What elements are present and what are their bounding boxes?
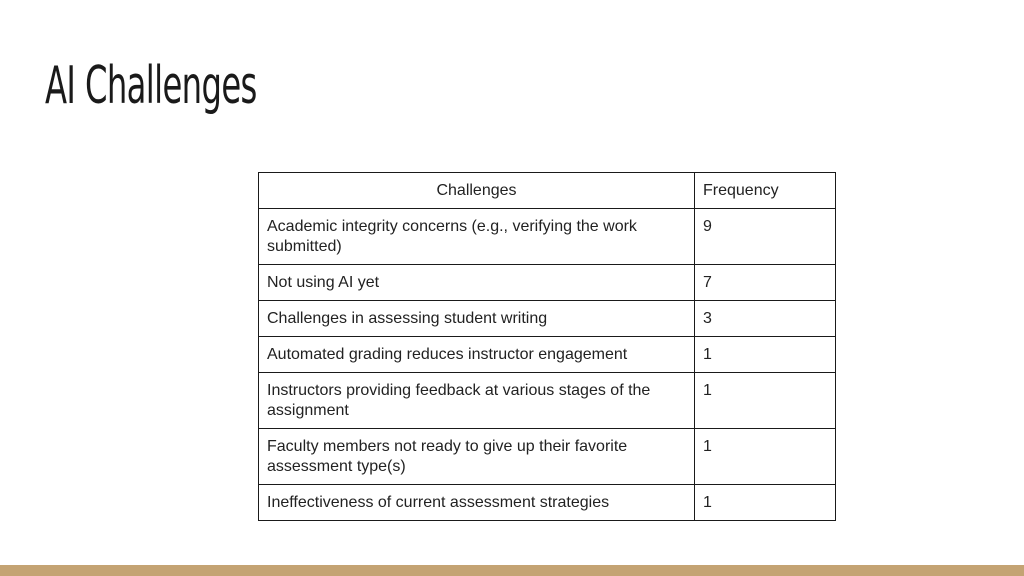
challenge-cell: Ineffectiveness of current assessment strategies (259, 485, 695, 521)
table-row (259, 429, 836, 485)
frequency-cell: 1 (695, 373, 836, 429)
table-row (259, 301, 836, 337)
challenge-cell: Automated grading reduces instructor engagement (259, 337, 695, 373)
challenges-table (258, 172, 836, 521)
frequency-cell: 3 (695, 301, 836, 337)
challenge-cell: Challenges in assessing student writing (259, 301, 695, 337)
table-row (259, 209, 836, 265)
table-row (259, 373, 836, 429)
challenge-cell: Academic integrity concerns (e.g., verifying the work submitted) (259, 209, 695, 265)
slide-title: AI Challenges (45, 56, 257, 116)
frequency-cell: 7 (695, 265, 836, 301)
frequency-cell: 1 (695, 337, 836, 373)
table-row (259, 485, 836, 521)
table-row (259, 265, 836, 301)
footer-accent-bar (0, 565, 1024, 576)
frequency-cell: 1 (695, 429, 836, 485)
challenge-cell: Not using AI yet (259, 265, 695, 301)
frequency-cell: 9 (695, 209, 836, 265)
challenges-table-container (258, 172, 836, 521)
table-header-row (259, 173, 836, 209)
column-header-challenges: Challenges (259, 173, 695, 209)
table-row (259, 337, 836, 373)
challenge-cell: Faculty members not ready to give up their favorite assessment type(s) (259, 429, 695, 485)
column-header-frequency: Frequency (695, 173, 836, 209)
challenge-cell: Instructors providing feedback at various stages of the assignment (259, 373, 695, 429)
frequency-cell: 1 (695, 485, 836, 521)
